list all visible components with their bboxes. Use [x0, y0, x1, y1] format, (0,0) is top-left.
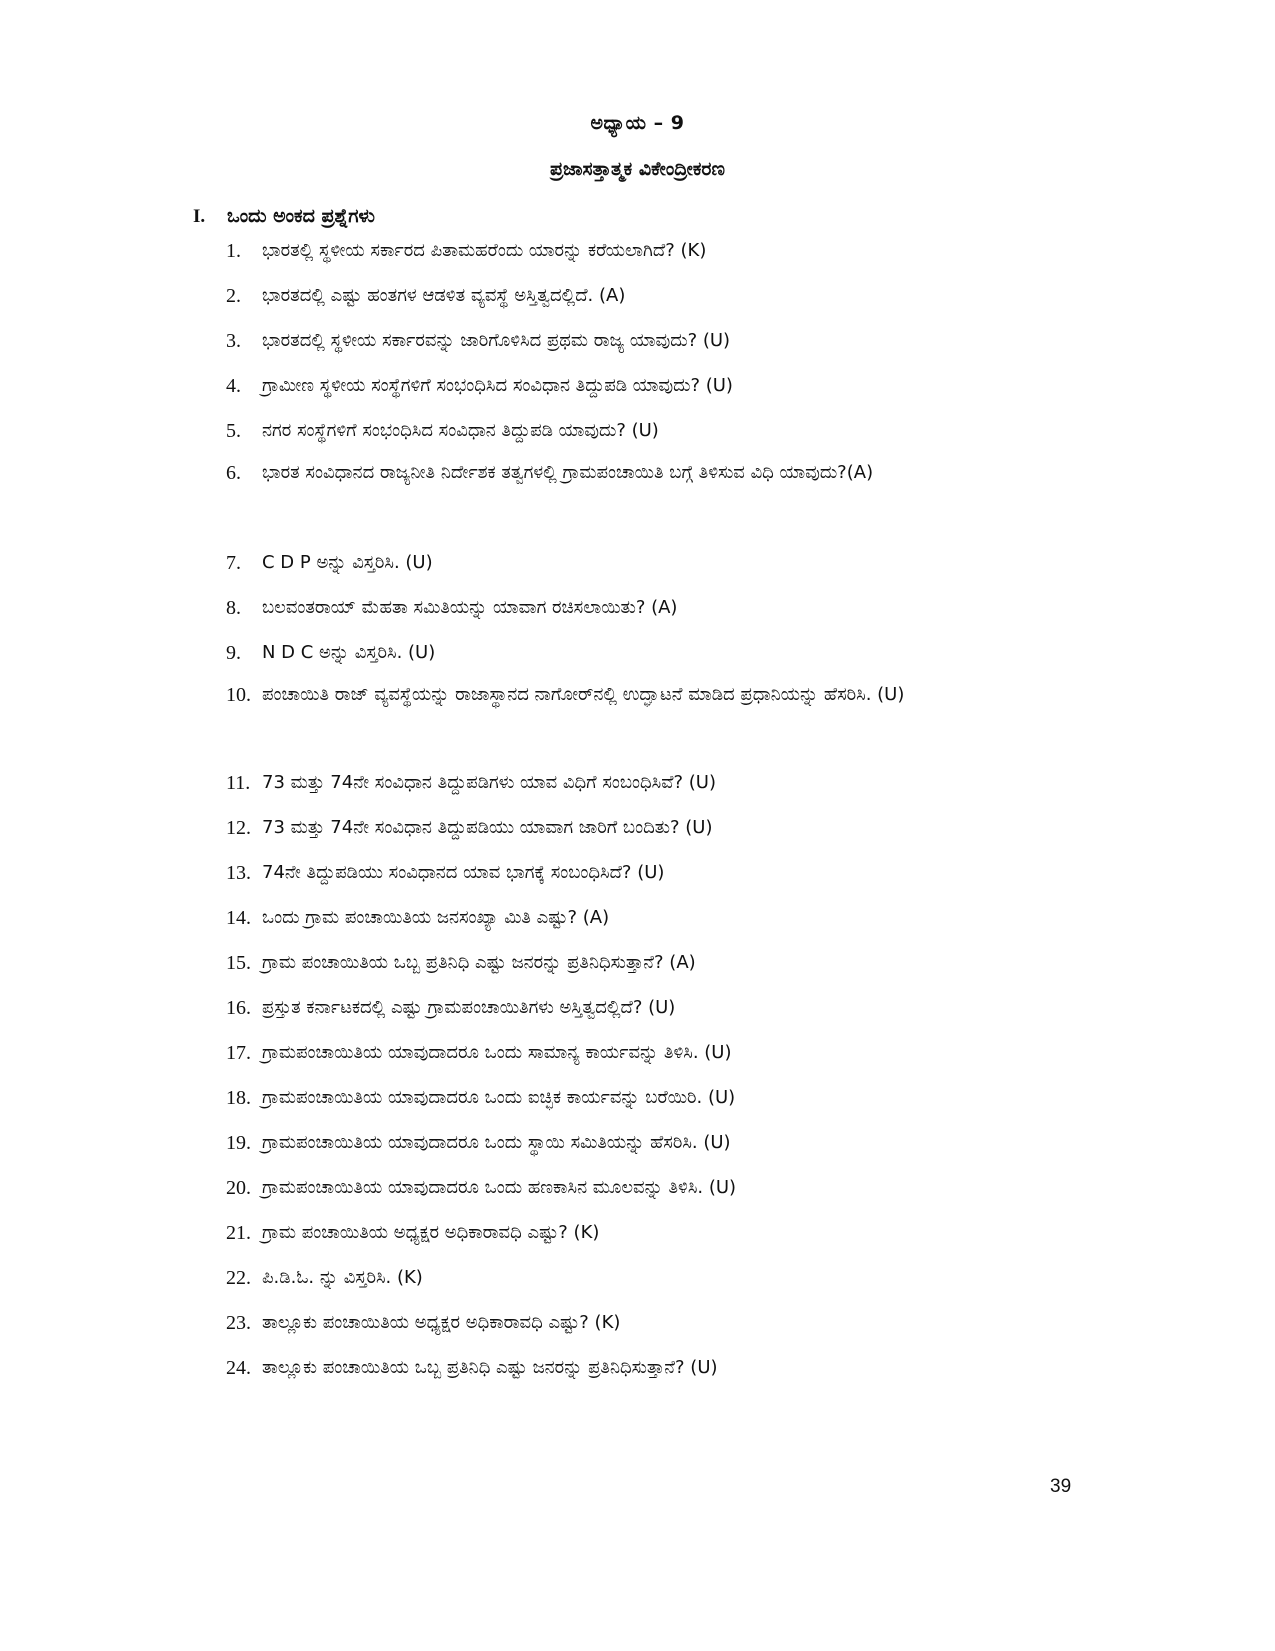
- question-item: [226, 630, 1081, 676]
- question-item: [226, 985, 1081, 1031]
- question-number: 12.: [226, 817, 251, 839]
- question-text: C D P ಅನ್ನು ವಿಸ್ತರಿಸಿ. (U): [262, 552, 433, 573]
- question-item: [226, 363, 1081, 409]
- question-item: [226, 672, 1081, 718]
- question-number: 16.: [226, 997, 251, 1019]
- question-number: 21.: [226, 1222, 251, 1244]
- question-item: [226, 1300, 1081, 1346]
- question-item: [226, 318, 1081, 364]
- question-number: 22.: [226, 1267, 251, 1289]
- chapter-subtitle: ಪ್ರಜಾಸತ್ತಾತ್ಮಕ ವಿಕೇಂದ್ರೀಕರಣ: [550, 158, 725, 180]
- question-text: N D C ಅನ್ನು ವಿಸ್ತರಿಸಿ. (U): [262, 642, 436, 663]
- question-text: ಪಂಚಾಯಿತಿ ರಾಜ್ ವ್ಯವಸ್ಥೆಯನ್ನು ರಾಜಾಸ್ಥಾನದ ನಾಗೋರ್‌ನಲ್ಲಿ ಉದ್ಘಾಟನೆ ಮಾಡಿದ ಪ್ರಧಾನಿಯನ್ನು ಹೆಸರಿಸಿ. (U): [262, 684, 905, 705]
- chapter-title: ಅಧ್ಯಾಯ – 9: [590, 112, 685, 134]
- question-text: ಭಾರತ ಸಂವಿಧಾನದ ರಾಜ್ಯನೀತಿ ನಿರ್ದೇಶಕ ತತ್ವಗಳಲ್ಲಿ ಗ್ರಾಮಪಂಚಾಯಿತಿ ಬಗ್ಗೆ ತಿಳಿಸುವ ವಿಧಿ ಯಾವುದು?(A): [262, 462, 874, 483]
- question-text: 73 ಮತ್ತು 74ನೇ ಸಂವಿಧಾನ ತಿದ್ದುಪಡಿಗಳು ಯಾವ ವಿಧಿಗೆ ಸಂಬಂಧಿಸಿವೆ? (U): [262, 772, 716, 793]
- question-text: ಭಾರತಲ್ಲಿ ಸ್ಥಳೀಯ ಸರ್ಕಾರದ ಪಿತಾಮಹರೆಂದು ಯಾರನ್ನು ಕರೆಯಲಾಗಿದೆ? (K): [262, 240, 707, 261]
- question-number: 20.: [226, 1177, 251, 1199]
- question-number: 17.: [226, 1042, 251, 1064]
- question-text: 74ನೇ ತಿದ್ದುಪಡಿಯು ಸಂವಿಧಾನದ ಯಾವ ಭಾಗಕ್ಕೆ ಸಂಬಂಧಿಸಿದೆ? (U): [262, 862, 665, 883]
- question-number: 7.: [226, 552, 241, 574]
- question-text: ಬಲವಂತರಾಯ್ ಮೆಹತಾ ಸಮಿತಿಯನ್ನು ಯಾವಾಗ ರಚಿಸಲಾಯಿತು? (A): [262, 597, 678, 618]
- question-number: 23.: [226, 1312, 251, 1334]
- question-text: ಒಂದು ಗ್ರಾಮ ಪಂಚಾಯಿತಿಯ ಜನಸಂಖ್ಯಾ ಮಿತಿ ಎಷ್ಟು? (A): [262, 907, 610, 928]
- question-item: [226, 540, 1081, 586]
- question-item: [226, 273, 1081, 319]
- question-number: 3.: [226, 330, 241, 352]
- question-text: ಗ್ರಾಮಪಂಚಾಯಿತಿಯ ಯಾವುದಾದರೂ ಒಂದು ಐಚ್ಛಿಕ ಕಾರ್ಯವನ್ನು ಬರೆಯಿರಿ. (U): [262, 1087, 736, 1108]
- question-text: 73 ಮತ್ತು 74ನೇ ಸಂವಿಧಾನ ತಿದ್ದುಪಡಿಯು ಯಾವಾಗ ಜಾರಿಗೆ ಬಂದಿತು? (U): [262, 817, 713, 838]
- question-item: [226, 940, 1081, 986]
- question-item: [226, 228, 1081, 274]
- question-text: ತಾಲ್ಲೂಕು ಪಂಚಾಯಿತಿಯ ಅಧ್ಯಕ್ಷರ ಅಧಿಕಾರಾವಧಿ ಎಷ್ಟು? (K): [262, 1312, 621, 1333]
- question-number: 2.: [226, 285, 241, 307]
- question-text: ತಾಲ್ಲೂಕು ಪಂಚಾಯಿತಿಯ ಒಬ್ಬ ಪ್ರತಿನಿಧಿ ಎಷ್ಟು ಜನರನ್ನು ಪ್ರತಿನಿಧಿಸುತ್ತಾನೆ? (U): [262, 1357, 718, 1378]
- question-number: 9.: [226, 642, 241, 664]
- question-text: ಗ್ರಾಮಪಂಚಾಯಿತಿಯ ಯಾವುದಾದರೂ ಒಂದು ಹಣಕಾಸಿನ ಮೂಲವನ್ನು ತಿಳಿಸಿ. (U): [262, 1177, 737, 1198]
- question-number: 10.: [226, 684, 251, 706]
- question-item: [226, 408, 1081, 454]
- question-number: 1.: [226, 240, 241, 262]
- question-item: [226, 805, 1081, 851]
- question-item: [226, 1255, 1081, 1301]
- question-text: ನಗರ ಸಂಸ್ಥೆಗಳಿಗೆ ಸಂಭಂಧಿಸಿದ ಸಂವಿಧಾನ ತಿದ್ದುಪಡಿ ಯಾವುದು? (U): [262, 420, 659, 441]
- question-text: ಗ್ರಾಮಪಂಚಾಯಿತಿಯ ಯಾವುದಾದರೂ ಒಂದು ಸ್ಥಾಯಿ ಸಮಿತಿಯನ್ನು ಹೆಸರಿಸಿ. (U): [262, 1132, 731, 1153]
- question-number: 24.: [226, 1357, 251, 1379]
- question-number: 6.: [226, 462, 241, 484]
- question-text: ಗ್ರಾಮೀಣ ಸ್ಥಳೀಯ ಸಂಸ್ಥೆಗಳಿಗೆ ಸಂಭಂಧಿಸಿದ ಸಂವಿಧಾನ ತಿದ್ದುಪಡಿ ಯಾವುದು? (U): [262, 375, 733, 396]
- question-text: ಪಿ.ಡಿ.ಓ. ನ್ನು ವಿಸ್ತರಿಸಿ. (K): [262, 1267, 423, 1288]
- question-number: 19.: [226, 1132, 251, 1154]
- question-item: [226, 1210, 1081, 1256]
- question-text: ಪ್ರಸ್ತುತ ಕರ್ನಾಟಕದಲ್ಲಿ ಎಷ್ಟು ಗ್ರಾಮಪಂಚಾಯಿತಿಗಳು ಅಸ್ತಿತ್ವದಲ್ಲಿದೆ? (U): [262, 997, 676, 1018]
- question-item: [226, 1120, 1081, 1166]
- question-number: 5.: [226, 420, 241, 442]
- question-item: [226, 1075, 1081, 1121]
- question-number: 8.: [226, 597, 241, 619]
- question-item: [226, 895, 1081, 941]
- page-number: 39: [1050, 1476, 1072, 1497]
- question-number: 4.: [226, 375, 241, 397]
- question-item: [226, 1165, 1081, 1211]
- question-text: ಗ್ರಾಮ ಪಂಚಾಯಿತಿಯ ಒಬ್ಬ ಪ್ರತಿನಿಧಿ ಎಷ್ಟು ಜನರನ್ನು ಪ್ರತಿನಿಧಿಸುತ್ತಾನೆ? (A): [262, 952, 696, 973]
- question-text: ಭಾರತದಲ್ಲಿ ಸ್ಥಳೀಯ ಸರ್ಕಾರವನ್ನು ಜಾರಿಗೊಳಿಸಿದ ಪ್ರಥಮ ರಾಜ್ಯ ಯಾವುದು? (U): [262, 330, 731, 351]
- question-item: [226, 1345, 1081, 1391]
- question-text: ಗ್ರಾಮಪಂಚಾಯಿತಿಯ ಯಾವುದಾದರೂ ಒಂದು ಸಾಮಾನ್ಯ ಕಾರ್ಯವನ್ನು ತಿಳಿಸಿ. (U): [262, 1042, 732, 1063]
- question-number: 11.: [226, 772, 251, 794]
- question-number: 14.: [226, 907, 251, 929]
- section-number: I.: [193, 206, 206, 227]
- question-text: ಗ್ರಾಮ ಪಂಚಾಯಿತಿಯ ಅಧ್ಯಕ್ಷರ ಅಧಿಕಾರಾವಧಿ ಎಷ್ಟು? (K): [262, 1222, 600, 1243]
- section-heading-text: ಒಂದು ಅಂಕದ ಪ್ರಶ್ನೆಗಳು: [227, 205, 375, 227]
- question-item: [226, 850, 1081, 896]
- question-number: 15.: [226, 952, 251, 974]
- question-number: 13.: [226, 862, 251, 884]
- question-item: [226, 585, 1081, 631]
- section-heading: [193, 205, 375, 228]
- question-item: [226, 1030, 1081, 1076]
- question-number: 18.: [226, 1087, 251, 1109]
- question-item: [226, 760, 1081, 806]
- question-item: [226, 450, 1081, 496]
- question-text: ಭಾರತದಲ್ಲಿ ಎಷ್ಟು ಹಂತಗಳ ಆಡಳಿತ ವ್ಯವಸ್ಥೆ ಅಸ್ತಿತ್ವದಲ್ಲಿದೆ. (A): [262, 285, 626, 306]
